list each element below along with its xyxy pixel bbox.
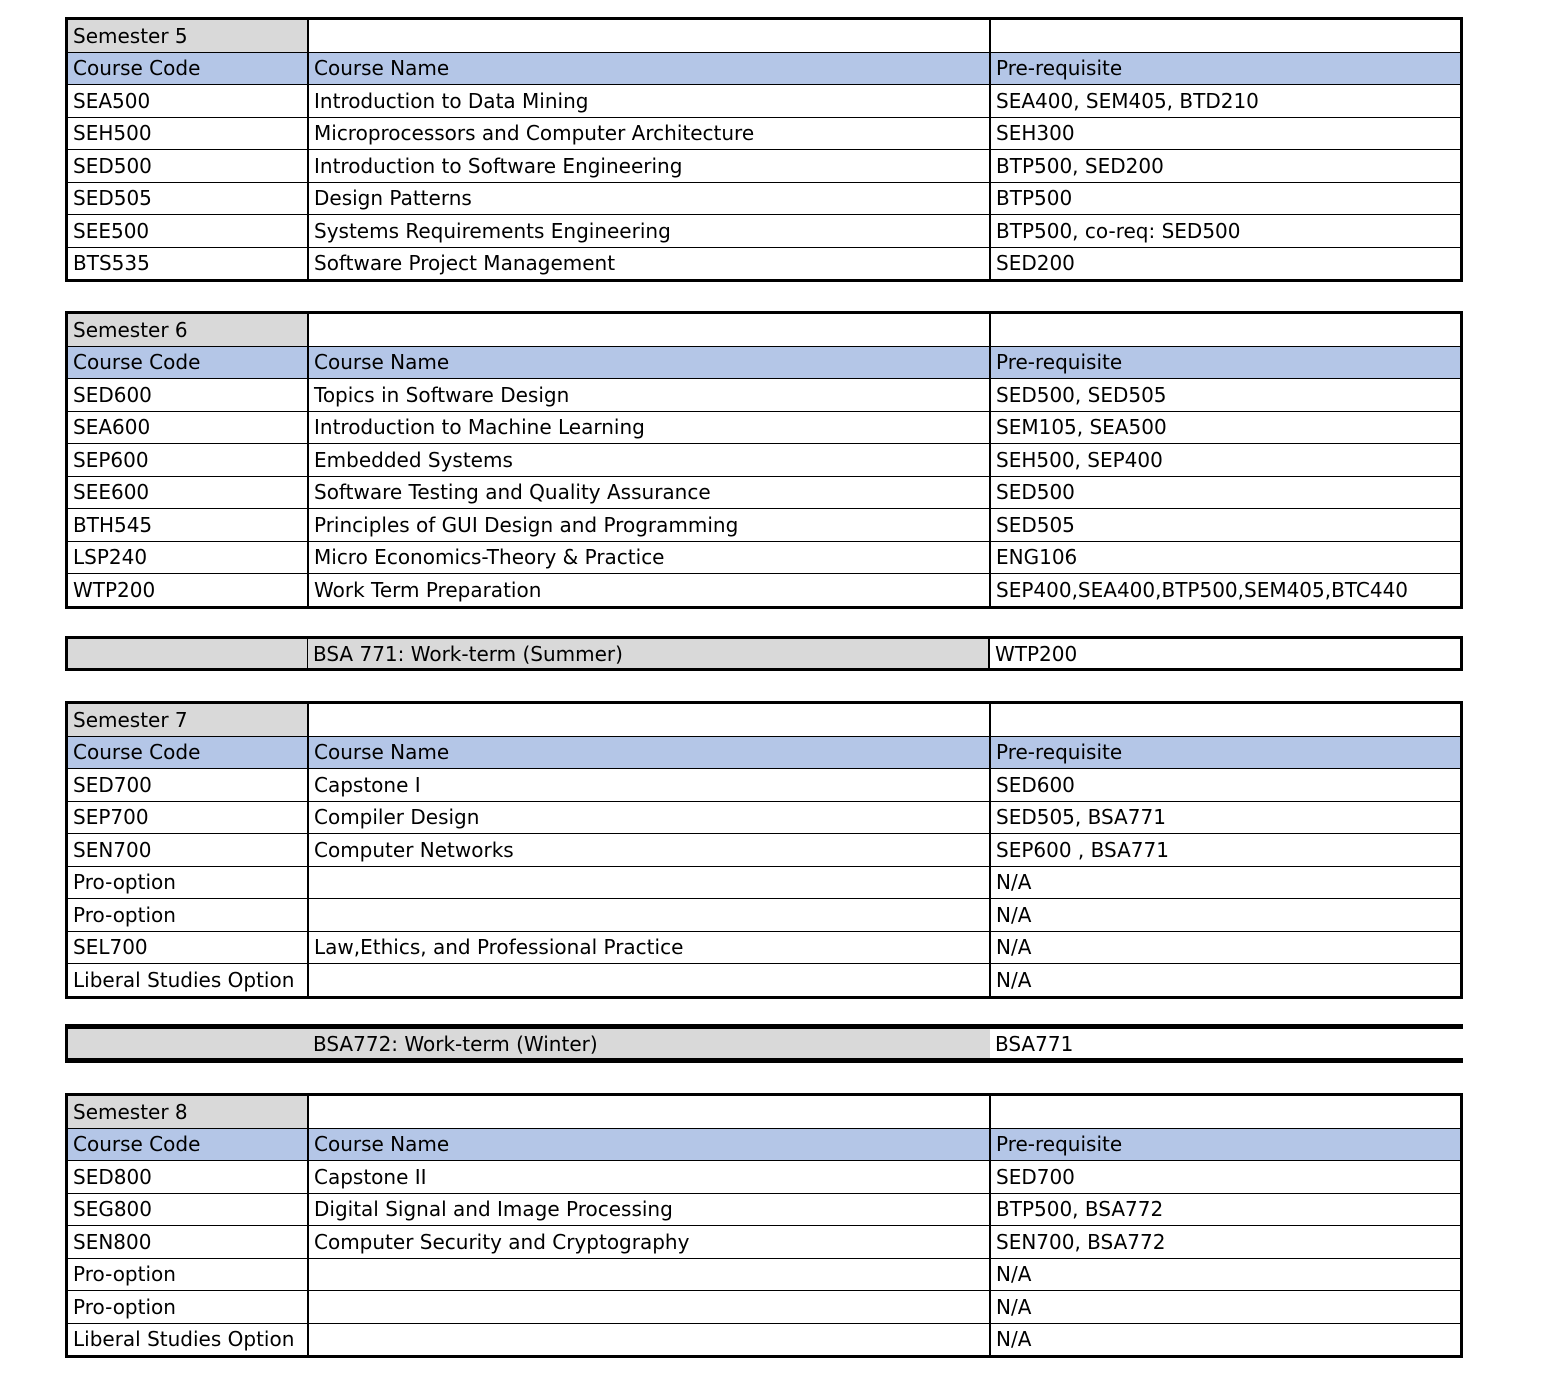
course-code: SEE600 bbox=[68, 476, 308, 509]
table-row bbox=[68, 476, 1460, 509]
prerequisite: BTP500, co-req: SED500 bbox=[990, 215, 1460, 248]
prerequisite: SED200 bbox=[990, 247, 1460, 279]
course-code: Pro-option bbox=[68, 866, 308, 899]
header-row bbox=[68, 736, 1460, 769]
prerequisite: SEP400,SEA400,BTP500,SEM405,BTC440 bbox=[990, 574, 1460, 606]
table-row bbox=[68, 899, 1460, 932]
header-row bbox=[68, 52, 1460, 85]
prerequisite-header: Pre-requisite bbox=[990, 736, 1460, 769]
course-code: SED505 bbox=[68, 182, 308, 215]
semester-6-table bbox=[65, 311, 1463, 609]
course-name-header: Course Name bbox=[308, 52, 990, 85]
prerequisite: SEH500, SEP400 bbox=[990, 444, 1460, 477]
course-code: Liberal Studies Option bbox=[68, 964, 308, 996]
course-name-header: Course Name bbox=[308, 1128, 990, 1161]
course-name: Introduction to Data Mining bbox=[308, 85, 990, 118]
table-row bbox=[68, 1291, 1460, 1324]
semester-title: Semester 8 bbox=[68, 1096, 308, 1128]
table-row bbox=[68, 150, 1460, 183]
semester-7-table bbox=[65, 701, 1463, 999]
table-row bbox=[68, 1258, 1460, 1291]
course-name: Computer Security and Cryptography bbox=[308, 1226, 990, 1259]
table-row bbox=[68, 379, 1460, 412]
course-name: Capstone II bbox=[308, 1161, 990, 1194]
course-name bbox=[308, 964, 990, 996]
header-row bbox=[68, 346, 1460, 379]
work-term-prerequisite: WTP200 bbox=[995, 641, 1078, 666]
prerequisite: SED505 bbox=[990, 509, 1460, 542]
course-code: SEL700 bbox=[68, 931, 308, 964]
course-code: LSP240 bbox=[68, 541, 308, 574]
prerequisite: N/A bbox=[990, 1291, 1460, 1324]
course-code: SED800 bbox=[68, 1161, 308, 1194]
prerequisite: SED500 bbox=[990, 476, 1460, 509]
prerequisite: N/A bbox=[990, 866, 1460, 899]
course-name: Principles of GUI Design and Programming bbox=[308, 509, 990, 542]
table-row bbox=[68, 247, 1460, 279]
table-row bbox=[68, 834, 1460, 867]
table-row bbox=[68, 117, 1460, 150]
course-name bbox=[308, 1323, 990, 1355]
course-code: SEP600 bbox=[68, 444, 308, 477]
prerequisite: SEH300 bbox=[990, 117, 1460, 150]
course-code: SEA600 bbox=[68, 411, 308, 444]
semester-title-row bbox=[68, 1096, 1460, 1128]
course-code: SEN800 bbox=[68, 1226, 308, 1259]
prerequisite-header: Pre-requisite bbox=[990, 346, 1460, 379]
semester-title-row bbox=[68, 20, 1460, 52]
course-code: SEH500 bbox=[68, 117, 308, 150]
prerequisite: N/A bbox=[990, 964, 1460, 996]
course-name: Micro Economics-Theory & Practice bbox=[308, 541, 990, 574]
table-row bbox=[68, 215, 1460, 248]
table-row bbox=[68, 866, 1460, 899]
course-code: SEA500 bbox=[68, 85, 308, 118]
table-row bbox=[68, 964, 1460, 996]
course-code: SED700 bbox=[68, 769, 308, 802]
table-row bbox=[68, 1161, 1460, 1194]
course-code: SED600 bbox=[68, 379, 308, 412]
course-name: Microprocessors and Computer Architecture bbox=[308, 117, 990, 150]
course-code: Pro-option bbox=[68, 899, 308, 932]
prerequisite: SED700 bbox=[990, 1161, 1460, 1194]
table-row bbox=[68, 444, 1460, 477]
work-term-name: BSA 771: Work-term (Summer) bbox=[308, 639, 990, 668]
course-code: SEG800 bbox=[68, 1193, 308, 1226]
prerequisite: SEP600 , BSA771 bbox=[990, 834, 1460, 867]
table-row bbox=[68, 85, 1460, 118]
course-name: Introduction to Software Engineering bbox=[308, 150, 990, 183]
course-code-header: Course Code bbox=[68, 1128, 308, 1161]
table-row bbox=[68, 541, 1460, 574]
prerequisite: N/A bbox=[990, 899, 1460, 932]
course-code: WTP200 bbox=[68, 574, 308, 606]
course-name bbox=[308, 1258, 990, 1291]
course-name: Software Project Management bbox=[308, 247, 990, 279]
course-code: Liberal Studies Option bbox=[68, 1323, 308, 1355]
course-name bbox=[308, 866, 990, 899]
table-row bbox=[68, 1226, 1460, 1259]
table-row bbox=[68, 1323, 1460, 1355]
course-code: Pro-option bbox=[68, 1291, 308, 1324]
semester-title-row bbox=[68, 314, 1460, 346]
prerequisite: SED505, BSA771 bbox=[990, 801, 1460, 834]
course-name: Capstone I bbox=[308, 769, 990, 802]
work-term-name: BSA772: Work-term (Winter) bbox=[308, 1029, 990, 1058]
course-name: Topics in Software Design bbox=[308, 379, 990, 412]
prerequisite: N/A bbox=[990, 1323, 1460, 1355]
course-name: Compiler Design bbox=[308, 801, 990, 834]
prerequisite: SEM105, SEA500 bbox=[990, 411, 1460, 444]
prerequisite: BTP500 bbox=[990, 182, 1460, 215]
table-row bbox=[68, 1193, 1460, 1226]
semester-5-table bbox=[65, 17, 1463, 282]
work-term-prerequisite: BSA771 bbox=[995, 1031, 1074, 1056]
prerequisite: SEA400, SEM405, BTD210 bbox=[990, 85, 1460, 118]
prerequisite: SED500, SED505 bbox=[990, 379, 1460, 412]
prerequisite: N/A bbox=[990, 931, 1460, 964]
header-row bbox=[68, 1128, 1460, 1161]
semester-title: Semester 6 bbox=[68, 314, 308, 346]
semester-8-table bbox=[65, 1093, 1463, 1358]
course-code-header: Course Code bbox=[68, 346, 308, 379]
semester-title-row bbox=[68, 704, 1460, 736]
course-code: Pro-option bbox=[68, 1258, 308, 1291]
prerequisite: SED600 bbox=[990, 769, 1460, 802]
course-name: Computer Networks bbox=[308, 834, 990, 867]
course-code-header: Course Code bbox=[68, 52, 308, 85]
course-name: Law,Ethics, and Professional Practice bbox=[308, 931, 990, 964]
semester-title: Semester 5 bbox=[68, 20, 308, 52]
table-row bbox=[68, 509, 1460, 542]
work-term-winter-row bbox=[65, 1024, 1463, 1063]
course-name bbox=[308, 899, 990, 932]
course-name: Systems Requirements Engineering bbox=[308, 215, 990, 248]
semester-title: Semester 7 bbox=[68, 704, 308, 736]
table-row bbox=[68, 801, 1460, 834]
table-row bbox=[68, 411, 1460, 444]
prerequisite-header: Pre-requisite bbox=[990, 52, 1460, 85]
course-code: SEP700 bbox=[68, 801, 308, 834]
table-row bbox=[68, 574, 1460, 606]
table-row bbox=[68, 931, 1460, 964]
prerequisite: BTP500, SED200 bbox=[990, 150, 1460, 183]
course-code: SEE500 bbox=[68, 215, 308, 248]
course-name: Introduction to Machine Learning bbox=[308, 411, 990, 444]
course-code-header: Course Code bbox=[68, 736, 308, 769]
course-code: BTH545 bbox=[68, 509, 308, 542]
course-name-header: Course Name bbox=[308, 346, 990, 379]
prerequisite: ENG106 bbox=[990, 541, 1460, 574]
course-name: Design Patterns bbox=[308, 182, 990, 215]
course-name bbox=[308, 1291, 990, 1324]
course-name: Work Term Preparation bbox=[308, 574, 990, 606]
prerequisite: SEN700, BSA772 bbox=[990, 1226, 1460, 1259]
course-name: Software Testing and Quality Assurance bbox=[308, 476, 990, 509]
course-code: SED500 bbox=[68, 150, 308, 183]
course-name: Digital Signal and Image Processing bbox=[308, 1193, 990, 1226]
prerequisite: BTP500, BSA772 bbox=[990, 1193, 1460, 1226]
course-code: BTS535 bbox=[68, 247, 308, 279]
course-code: SEN700 bbox=[68, 834, 308, 867]
course-name: Embedded Systems bbox=[308, 444, 990, 477]
work-term-summer-row bbox=[65, 636, 1463, 671]
prerequisite: N/A bbox=[990, 1258, 1460, 1291]
table-row bbox=[68, 182, 1460, 215]
course-name-header: Course Name bbox=[308, 736, 990, 769]
prerequisite-header: Pre-requisite bbox=[990, 1128, 1460, 1161]
table-row bbox=[68, 769, 1460, 802]
